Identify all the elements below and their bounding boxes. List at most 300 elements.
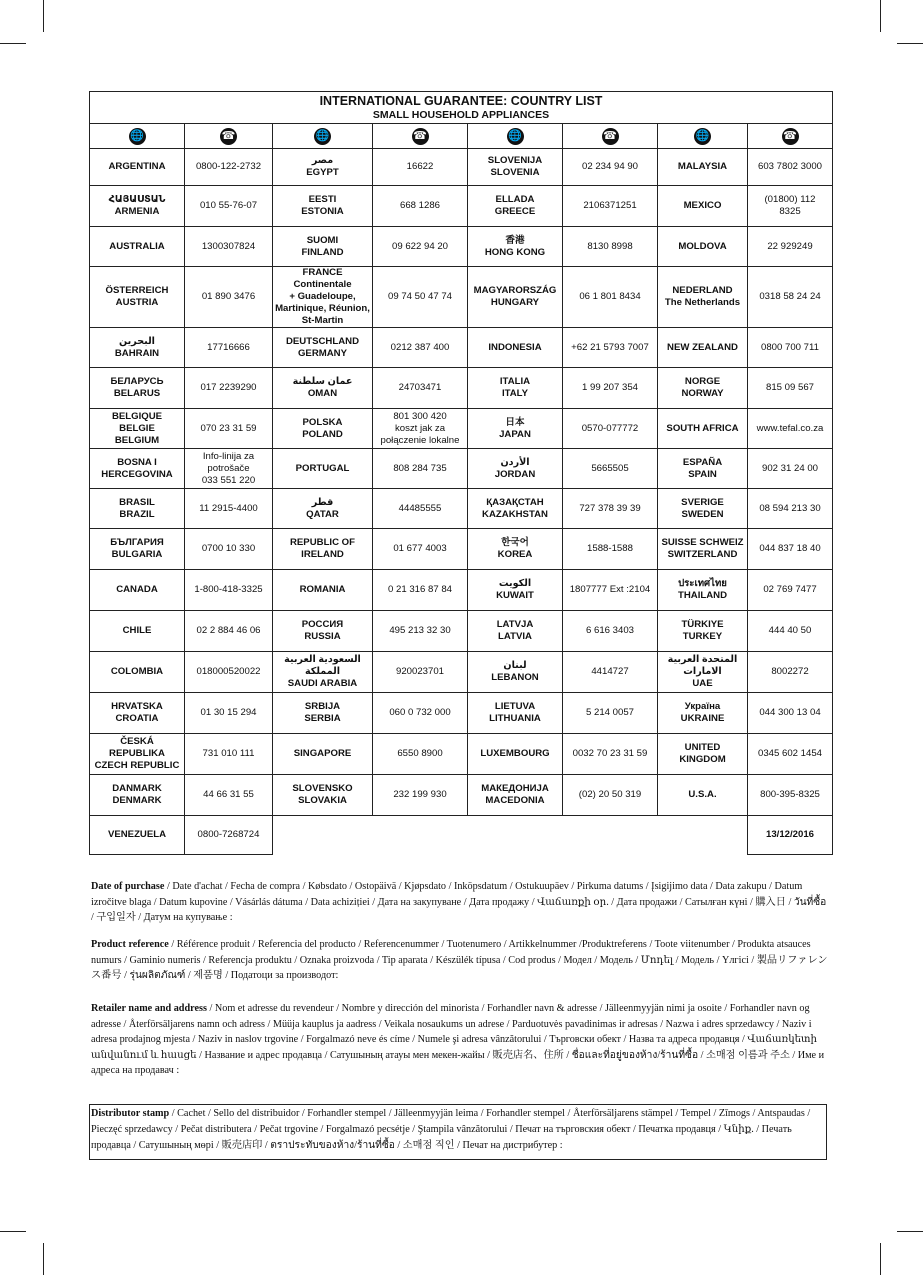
country-name-line: БЪЛГАРИЯ <box>110 537 164 548</box>
table-row <box>90 149 833 186</box>
globe-icon: 🌐 <box>694 128 711 145</box>
country-name-line: БЕЛАРУСЬ <box>110 376 164 387</box>
country-name-line: SERBIA <box>304 713 341 724</box>
phone-number-line: 060 0 732 000 <box>389 707 451 718</box>
phone-number-line: 24703471 <box>398 382 442 393</box>
purchase-date-translations: / Date d'achat / Fecha de compra / Købsdato / Ostopäivä / Kjøpsdato / Inköpsdatum / Ostukuupäev / Pirkuma datums / Įsigijimo data / Data zakupu / Datum izročitve blaga / Datum kupovine / Vásárlás dátuma / Data achiziției / Дата на закупуване / Дата продажу / Վաճառքի օր. / Дата продажи / Сатылған күні / 購入日 / วันที่ซื้อ / 구입일자 / Датум на купување : <box>91 881 827 923</box>
country-name-line: MALAYSIA <box>677 161 728 172</box>
country-name-line: BELGIQUE <box>111 410 163 422</box>
phone-cell <box>748 489 833 529</box>
country-cell <box>658 529 748 570</box>
country-name-line: قطر <box>311 496 334 508</box>
country-name-line: BAHRAIN <box>114 347 160 359</box>
country-name-line: السعودية العربية المملكة <box>284 654 361 677</box>
country-name-line: HERCEGOVINA <box>101 468 173 480</box>
phone-number-line: potrošače <box>207 462 250 474</box>
date-cell <box>748 816 833 855</box>
country-name-line: UKRAINE <box>680 713 725 724</box>
phone-cell <box>185 775 273 816</box>
phone-number-line: 44 66 31 55 <box>203 789 254 800</box>
table-row <box>90 409 833 449</box>
country-name-line: NORGE <box>684 376 721 387</box>
phone-number-line: 801 300 420 <box>393 410 447 422</box>
country-name-line: KAZAKHSTAN <box>482 508 548 520</box>
table-title: INTERNATIONAL GUARANTEE: COUNTRY LIST <box>319 94 603 108</box>
phone-icon-cell <box>373 124 468 149</box>
country-cell <box>273 775 373 816</box>
phone-number-line: 044 837 18 40 <box>759 543 821 554</box>
phone-cell <box>373 652 468 693</box>
country-name-line: SAUDI ARABIA <box>287 678 358 689</box>
country-name-line: SUISSE SCHWEIZ <box>661 537 744 548</box>
product-reference-block <box>91 937 828 984</box>
phone-number-line: 800-395-8325 <box>760 789 820 800</box>
phone-number-line: 01 677 4003 <box>393 543 447 554</box>
country-cell <box>273 186 373 227</box>
phone-cell <box>373 409 468 449</box>
country-name-line: ARGENTINA <box>108 161 166 172</box>
phone-cell <box>563 368 658 409</box>
country-cell <box>468 489 563 529</box>
country-cell <box>90 227 185 267</box>
phone-cell <box>563 328 658 368</box>
country-name-line: Martinique, Réunion, <box>275 303 370 314</box>
country-cell <box>90 186 185 227</box>
phone-number-line: 815 09 567 <box>765 382 814 393</box>
crop-mark <box>0 1231 26 1232</box>
globe-icon: 🌐 <box>314 128 331 145</box>
phone-cell <box>373 186 468 227</box>
country-name-line: عمان سلطنة <box>292 376 353 387</box>
table-row <box>90 449 833 489</box>
phone-number-line: 08 594 213 30 <box>759 502 821 514</box>
country-cell <box>273 529 373 570</box>
country-list-table <box>89 91 833 855</box>
phone-number-line: 1300307824 <box>201 240 256 252</box>
phone-icon: ☎ <box>220 128 237 145</box>
phone-number-line: 0800 700 711 <box>761 341 819 353</box>
globe-icon: 🌐 <box>129 128 146 145</box>
phone-cell <box>748 570 833 611</box>
phone-cell <box>185 368 273 409</box>
phone-cell <box>748 409 833 449</box>
phone-number-line: 06 1 801 8434 <box>579 291 641 302</box>
country-name-line: DEUTSCHLAND <box>285 335 360 347</box>
phone-cell <box>748 149 833 186</box>
country-name-line: الأردن <box>500 456 530 468</box>
country-name-line: BOSNA I <box>117 456 157 468</box>
country-name-line: CANADA <box>116 584 158 595</box>
country-cell <box>90 734 185 775</box>
stamp-label: Distributor stamp <box>91 1108 170 1119</box>
country-name-line: BELARUS <box>113 388 161 399</box>
phone-cell <box>563 693 658 734</box>
phone-cell <box>563 775 658 816</box>
country-cell <box>90 570 185 611</box>
document-date: 13/12/2016 <box>765 829 814 840</box>
phone-number-line: 6 616 3403 <box>585 625 634 636</box>
phone-cell <box>563 449 658 489</box>
phone-number-line: 17716666 <box>207 341 250 353</box>
country-name-line: NEW ZEALAND <box>667 341 738 353</box>
country-name-line: QATAR <box>306 508 339 520</box>
retailer-translations: / Nom et adresse du revendeur / Nombre y dirección del minorista / Forhandler navn & adresse / Jälleenmyyjän nimi ja osoite / Forhandler navn og adresse / Återförsäljarens namn och adress / Müüja kauplus ja aadress / Veikala nosaukums un adrese / Parduotuvės pavadinimas ir adresas / Nazwa i adres sprzedawcy / Naziv i adresa prodajnog mjesta / Naziv in naslov trgovine / Forgalmazó neve és címe / Numele şi adresa vânzătorului / Търговски обект / Назва та адреса продавця / Վաճառկետի անվանում և հասցե / Название и адрес продавца / Сатушының атауы мен мекен-жайы / 販売店名、住所 / ชื่อและที่อยู่ของห้าง/ร้านที่ซื้อ / 소매점 이름과 주소 / Име и адреса на продавач : <box>91 1003 825 1076</box>
country-name-line: SVERIGE <box>681 496 724 508</box>
phone-cell <box>373 734 468 775</box>
crop-mark <box>897 43 923 44</box>
purchase-date-block <box>91 879 828 926</box>
country-name-line: ARMENIA <box>114 206 160 217</box>
country-cell <box>273 734 373 775</box>
country-cell <box>273 489 373 529</box>
country-name-line: MACEDONIA <box>485 795 545 806</box>
country-name-line: Україна <box>684 701 721 712</box>
phone-number-line: 09 622 94 20 <box>391 240 449 252</box>
country-name-line: SUOMI <box>306 234 339 246</box>
country-cell <box>90 529 185 570</box>
phone-number-line: www.tefal.co.za <box>756 422 824 434</box>
phone-number-line: 0212 387 400 <box>390 341 450 353</box>
phone-cell <box>185 652 273 693</box>
country-name-line: SOUTH AFRICA <box>666 422 739 434</box>
phone-cell <box>185 570 273 611</box>
country-name-line: PORTUGAL <box>295 462 350 474</box>
crop-mark <box>880 1243 881 1275</box>
phone-number-line: 902 31 24 00 <box>761 462 819 474</box>
empty-cell <box>273 816 748 855</box>
table-row <box>90 652 833 693</box>
country-name-line: UAE <box>692 678 713 689</box>
country-cell <box>468 186 563 227</box>
phone-number-line: 232 199 930 <box>393 789 447 800</box>
country-name-line: THAILAND <box>677 590 728 601</box>
crop-mark <box>43 1243 44 1275</box>
country-name-line: ČESKÁ <box>120 736 154 747</box>
country-name-line: ESPAÑA <box>682 456 723 468</box>
purchase-date-label: Date of purchase <box>91 881 165 892</box>
table-header <box>90 92 833 124</box>
country-name: VENEZUELA <box>107 829 167 840</box>
phone-icon: ☎ <box>412 128 429 145</box>
phone-icon: ☎ <box>782 128 799 145</box>
phone-number-line: 668 1286 <box>399 200 440 211</box>
phone-number-line: 09 74 50 47 74 <box>387 291 453 302</box>
country-name-line: INDONESIA <box>488 341 542 353</box>
country-name-line: لبنان <box>503 660 527 671</box>
country-name-line: BULGARIA <box>111 549 163 560</box>
table-row <box>90 734 833 775</box>
country-cell <box>90 775 185 816</box>
phone-cell <box>748 267 833 328</box>
phone-cell <box>748 449 833 489</box>
country-name-line: KUWAIT <box>496 590 534 601</box>
country-name-line: BELGIUM <box>114 434 160 446</box>
country-name-line: BELGIE <box>119 422 155 434</box>
country-cell <box>273 227 373 267</box>
country-name-line: ҚАЗАҚСТАН <box>486 496 544 508</box>
country-name-line: BRAZIL <box>119 508 155 520</box>
country-cell <box>658 611 748 652</box>
country-name-line: DANMARK <box>112 783 162 794</box>
country-cell <box>273 149 373 186</box>
country-name-line: РОССИЯ <box>301 619 344 630</box>
globe-icon-cell <box>90 124 185 149</box>
phone-cell <box>185 734 273 775</box>
phone-cell <box>373 267 468 328</box>
phone-cell <box>748 227 833 267</box>
phone-cell <box>563 267 658 328</box>
phone-number-line: 018000520022 <box>196 666 261 677</box>
country-name-line: KOREA <box>497 549 533 560</box>
product-reference-translations: / Référence produit / Referencia del producto / Referencenummer / Tuotenumero / Artikkelnummer /Produktreferens / Toote viitenumber / Produkta atsauces numurs / Gaminio numeris / Referencja produktu / Oznaka proizvoda / Tip aparata / Készülék típusa / Cod produs / Модел / Модель / Մոդել / Модель / Үлгісі / 製品リファレンス番号 / รุ่นผลิตภัณฑ์ / 제품명 / Податоци за производот: <box>91 939 828 981</box>
country-name-line: St-Martin <box>301 315 344 326</box>
phone-number-line: 16622 <box>406 161 434 172</box>
phone-number-line: 727 378 39 39 <box>579 502 641 514</box>
phone-number-line: 02 769 7477 <box>763 584 817 595</box>
crop-mark <box>43 0 44 32</box>
country-cell <box>468 449 563 489</box>
table-row <box>90 227 833 267</box>
country-name-line: SINGAPORE <box>293 748 352 759</box>
globe-icon-cell <box>468 124 563 149</box>
country-name-line: LATVIA <box>498 631 532 642</box>
country-cell <box>273 449 373 489</box>
country-name-line: BRASIL <box>119 496 155 508</box>
phone-icon-cell <box>748 124 833 149</box>
table-row <box>90 489 833 529</box>
phone-cell <box>373 149 468 186</box>
phone-number-line: 1 99 207 354 <box>581 382 639 393</box>
country-cell <box>468 149 563 186</box>
globe-icon-cell <box>273 124 373 149</box>
country-name-line: TURKEY <box>682 631 723 642</box>
country-name-line: NORWAY <box>681 388 724 399</box>
crop-mark <box>897 1231 923 1232</box>
phone-cell <box>748 328 833 368</box>
table-row <box>90 368 833 409</box>
phone-number-line: 0 21 316 87 84 <box>387 584 453 595</box>
country-cell <box>273 693 373 734</box>
country-name-line: LATVJA <box>496 619 534 630</box>
country-name-line: ELLADA <box>495 194 535 205</box>
phone-number-line: 8002272 <box>771 666 809 677</box>
country-name-line: DENMARK <box>112 795 162 806</box>
phone-number-line: 444 40 50 <box>768 625 812 636</box>
phone-cell <box>563 489 658 529</box>
phone-number-line: 017 2239290 <box>200 382 257 393</box>
country-name-line: 日本 <box>505 416 525 428</box>
phone-number-line: 1-800-418-3325 <box>194 584 263 595</box>
country-name-line: مصر <box>311 155 334 166</box>
country-cell <box>90 267 185 328</box>
country-cell <box>273 570 373 611</box>
phone-number-line: 11 2915-4400 <box>199 502 258 514</box>
phone-cell <box>563 149 658 186</box>
country-cell <box>658 267 748 328</box>
country-name-line: 香港 <box>505 234 525 246</box>
phone-cell <box>373 693 468 734</box>
country-name-line: The Netherlands <box>664 297 741 308</box>
country-cell <box>90 816 185 855</box>
country-name-line: GERMANY <box>297 347 348 359</box>
country-cell <box>468 368 563 409</box>
country-cell <box>658 368 748 409</box>
phone-number-line: 0032 70 23 31 59 <box>572 748 648 759</box>
phone-number-line: 02 2 884 46 06 <box>196 625 261 636</box>
country-name-line: FINLAND <box>301 246 344 258</box>
country-cell <box>273 409 373 449</box>
icon-row <box>90 124 833 149</box>
country-cell <box>273 652 373 693</box>
phone-number: 0800-7268724 <box>197 829 260 840</box>
country-cell <box>658 449 748 489</box>
phone-number-line: 044 300 13 04 <box>759 707 821 718</box>
phone-icon: ☎ <box>602 128 619 145</box>
country-cell <box>468 227 563 267</box>
phone-cell <box>748 734 833 775</box>
table-row <box>90 816 833 855</box>
country-cell <box>90 409 185 449</box>
country-name-line: REPUBLIC OF <box>289 537 356 548</box>
country-name-line: ESTONIA <box>301 206 344 217</box>
country-name-line: البحرين <box>119 335 155 347</box>
phone-cell <box>373 449 468 489</box>
country-cell <box>273 267 373 328</box>
country-name-line: SRBIJA <box>304 701 341 712</box>
phone-number-line: połączenie lokalne <box>380 434 460 446</box>
phone-number-line: koszt jak za <box>394 422 446 434</box>
country-name-line: RUSSIA <box>304 631 341 642</box>
phone-cell <box>185 529 273 570</box>
country-name-line: SPAIN <box>688 468 717 480</box>
country-name-line: EGYPT <box>306 167 339 178</box>
phone-number-line: 5 214 0057 <box>585 707 634 718</box>
country-cell <box>273 328 373 368</box>
phone-number-line: 808 284 735 <box>393 462 447 474</box>
phone-number-line: 731 010 111 <box>202 748 255 759</box>
phone-number-line: 0800-122-2732 <box>195 161 262 172</box>
country-name-line: LUXEMBOURG <box>480 748 550 759</box>
phone-cell <box>748 186 833 227</box>
country-name-line: AUSTRALIA <box>109 240 165 252</box>
phone-cell <box>185 149 273 186</box>
phone-cell <box>373 611 468 652</box>
country-cell <box>658 227 748 267</box>
country-name-line: ITALY <box>501 388 529 399</box>
phone-cell <box>185 328 273 368</box>
country-name-line: U.S.A. <box>688 789 717 800</box>
country-name-line: МАКЕДОНИЈА <box>481 783 549 794</box>
country-name-line: ITALIA <box>499 376 531 387</box>
retailer-label: Retailer name and address <box>91 1003 207 1014</box>
phone-number-line: 0318 58 24 24 <box>759 291 821 302</box>
phone-number-line: Info-linija za <box>202 450 255 462</box>
country-cell <box>90 449 185 489</box>
country-name-line: CROATIA <box>115 713 159 724</box>
country-cell <box>468 693 563 734</box>
country-name-line: SLOVAKIA <box>298 795 347 806</box>
distributor-stamp-box <box>89 1104 827 1160</box>
phone-number-line: 01 30 15 294 <box>200 707 257 718</box>
phone-cell <box>185 449 273 489</box>
country-name-line: EESTI <box>308 194 337 205</box>
phone-cell <box>748 529 833 570</box>
phone-cell <box>185 267 273 328</box>
phone-number-line: 44485555 <box>398 502 442 514</box>
table-row <box>90 267 833 328</box>
country-name-line: SLOVENIA <box>490 167 540 178</box>
phone-cell <box>563 734 658 775</box>
country-name-line: MEXICO <box>683 200 722 211</box>
country-cell <box>90 328 185 368</box>
phone-number-line: 0570-077772 <box>581 422 639 434</box>
country-name-line: SLOVENIJA <box>487 155 543 166</box>
country-name-line: FRANCE Continentale <box>293 267 352 290</box>
country-name-line: KINGDOM <box>679 754 726 765</box>
country-cell <box>658 775 748 816</box>
country-name-line: 한국어 <box>501 537 529 548</box>
country-cell <box>90 611 185 652</box>
country-name-line: HONG KONG <box>484 246 546 258</box>
phone-cell <box>373 775 468 816</box>
phone-cell <box>185 227 273 267</box>
phone-cell <box>563 186 658 227</box>
phone-number-line: 010 55-76-07 <box>199 200 258 211</box>
country-cell <box>468 652 563 693</box>
phone-cell <box>563 227 658 267</box>
phone-number-line: 8130 8998 <box>587 240 633 252</box>
country-cell <box>658 409 748 449</box>
phone-cell <box>373 328 468 368</box>
phone-number-line: 5665505 <box>591 462 629 474</box>
table-row <box>90 328 833 368</box>
country-name-line: AUSTRIA <box>115 297 159 308</box>
table-row <box>90 775 833 816</box>
country-name-line: ประเทศไทย <box>678 578 727 589</box>
table-row <box>90 611 833 652</box>
phone-cell <box>373 227 468 267</box>
country-cell <box>90 489 185 529</box>
country-cell <box>468 734 563 775</box>
country-name-line: JORDAN <box>494 468 536 480</box>
country-name-line: LITHUANIA <box>489 713 541 724</box>
phone-cell <box>563 652 658 693</box>
country-name-line: POLSKA <box>302 416 343 428</box>
country-name-line: TÜRKIYE <box>681 619 724 630</box>
table-row <box>90 570 833 611</box>
country-name-line: + Guadeloupe, <box>289 291 356 302</box>
country-name-line: ÖSTERREICH <box>105 285 169 296</box>
country-name-line: UNITED <box>684 742 721 753</box>
country-name-line: HRVATSKA <box>111 701 163 712</box>
phone-number-line: 8325 <box>779 206 801 217</box>
country-cell <box>658 652 748 693</box>
phone-number-line: 0700 10 330 <box>201 543 256 554</box>
country-name-line: OMAN <box>307 388 338 399</box>
country-cell <box>468 529 563 570</box>
phone-cell <box>748 611 833 652</box>
country-name-line: POLAND <box>302 428 343 440</box>
phone-number-line: 495 213 32 30 <box>389 625 451 636</box>
phone-number-line: 0345 602 1454 <box>757 748 823 759</box>
phone-number-line: (01800) 112 <box>764 194 816 205</box>
country-cell <box>658 693 748 734</box>
country-name-line: LEBANON <box>491 672 539 683</box>
country-cell <box>90 693 185 734</box>
product-reference-label: Product reference <box>91 939 169 950</box>
phone-cell <box>373 489 468 529</box>
country-cell <box>90 368 185 409</box>
